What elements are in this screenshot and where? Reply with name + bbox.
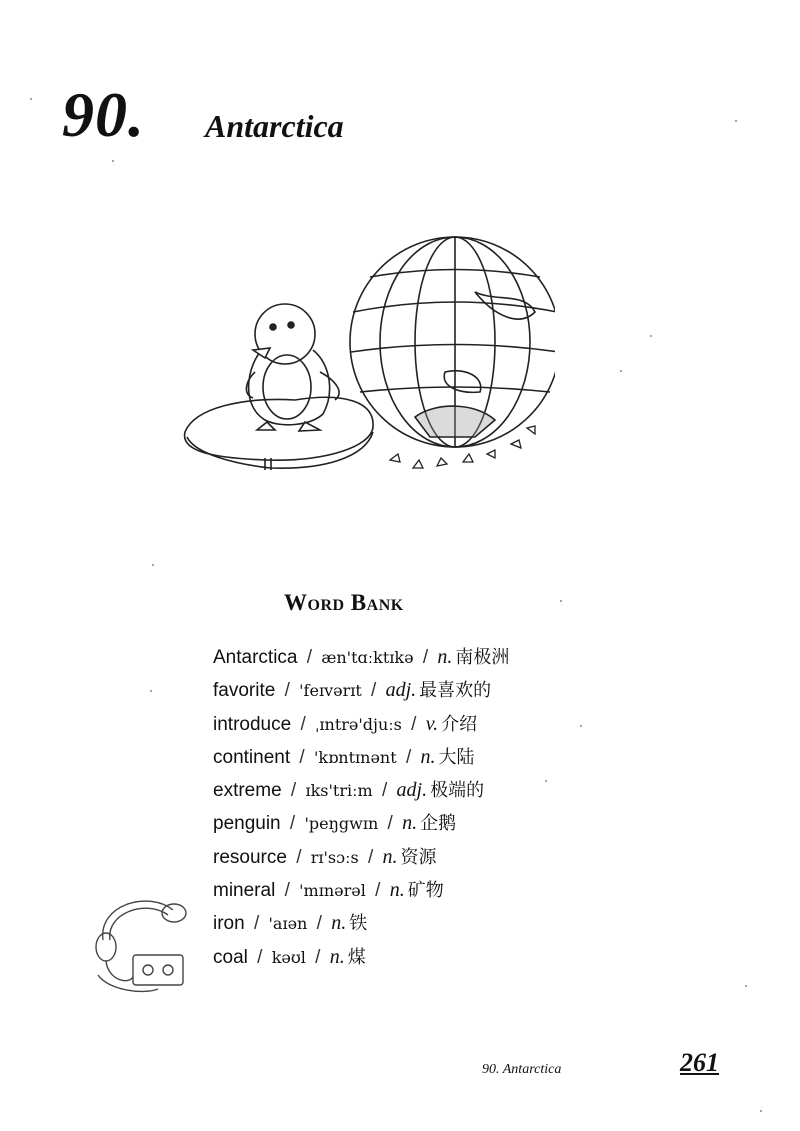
list-item: continent / 'kɒntɪnənt / n. 大陆 [213, 745, 475, 768]
ice-floe-icon [185, 397, 374, 470]
chapter-number: 90. [62, 79, 145, 150]
footer-chapter-title: 90. Antarctica [482, 1062, 562, 1077]
meaning: 介绍 [441, 713, 478, 735]
vocab-word: continent [213, 746, 291, 768]
part-of-speech: n. [402, 812, 418, 835]
list-item: Antarctica / æn'tɑːktɪkə / n. 南极洲 [213, 646, 510, 668]
pronunciation: ˌɪntrə'djuːs [315, 714, 402, 734]
pronunciation: 'peŋgwɪn [304, 814, 379, 834]
meaning: 煤 [347, 946, 366, 968]
word-bank-heading: Word Bank [284, 590, 404, 615]
pronunciation: 'feɪvərɪt [299, 681, 362, 701]
pronunciation: æn'tɑːktɪkə [321, 648, 414, 667]
meaning: 极端的 [430, 780, 485, 802]
pronunciation: 'mɪnərəl [299, 881, 366, 901]
globe-icon [350, 237, 555, 447]
part-of-speech: n. [331, 912, 347, 935]
pronunciation: rɪ'sɔːs [310, 847, 359, 867]
page-number: 261 [680, 1048, 719, 1077]
meaning: 最喜欢的 [419, 680, 492, 702]
vocab-word: introduce [213, 713, 292, 735]
pronunciation: ɪks'triːm [305, 781, 373, 801]
chapter-title: Antarctica [205, 108, 344, 144]
part-of-speech: adj. [385, 679, 417, 702]
meaning: 南极洲 [455, 647, 510, 668]
part-of-speech: v. [425, 712, 439, 735]
vocab-word: iron [213, 913, 245, 935]
pronunciation: 'aɪən [268, 914, 308, 934]
meaning: 矿物 [407, 880, 444, 902]
part-of-speech: n. [420, 745, 436, 768]
meaning: 资源 [400, 846, 437, 868]
part-of-speech: n. [329, 945, 345, 968]
vocab-word: favorite [213, 680, 276, 702]
list-item: penguin / 'peŋgwɪn / n. 企鹅 [213, 812, 457, 835]
vocab-word: Antarctica [213, 647, 298, 668]
list-item: coal / kəʊl / n. 煤 [213, 945, 366, 968]
part-of-speech: adj. [396, 779, 428, 802]
vocab-word: coal [213, 946, 248, 968]
part-of-speech: n. [389, 879, 405, 902]
part-of-speech: n. [437, 646, 453, 668]
list-item: iron / 'aɪən / n. 铁 [213, 912, 368, 935]
penguin-globe-illustration [175, 232, 555, 482]
list-item: introduce / ˌɪntrə'djuːs / v. 介绍 [213, 712, 478, 735]
pronunciation: kəʊl [271, 947, 306, 967]
list-item: mineral / 'mɪnərəl / n. 矿物 [213, 879, 444, 902]
vocab-word: extreme [213, 780, 282, 802]
pronunciation: 'kɒntɪnənt [313, 747, 397, 767]
meaning: 大陆 [438, 746, 475, 768]
vocab-word: mineral [213, 880, 276, 902]
list-item: favorite / 'feɪvərɪt / adj. 最喜欢的 [213, 679, 492, 702]
penguin-icon [246, 304, 339, 431]
headphones-cassette-icon [88, 885, 198, 1000]
list-item: resource / rɪ'sɔːs / n. 资源 [213, 845, 437, 868]
word-bank-list [213, 642, 509, 975]
meaning: 铁 [349, 913, 368, 935]
vocab-word: resource [213, 846, 287, 868]
vocab-word: penguin [213, 813, 281, 835]
list-item: extreme / ɪks'triːm / adj. 极端的 [213, 779, 485, 802]
part-of-speech: n. [382, 845, 398, 868]
meaning: 企鹅 [420, 813, 457, 835]
